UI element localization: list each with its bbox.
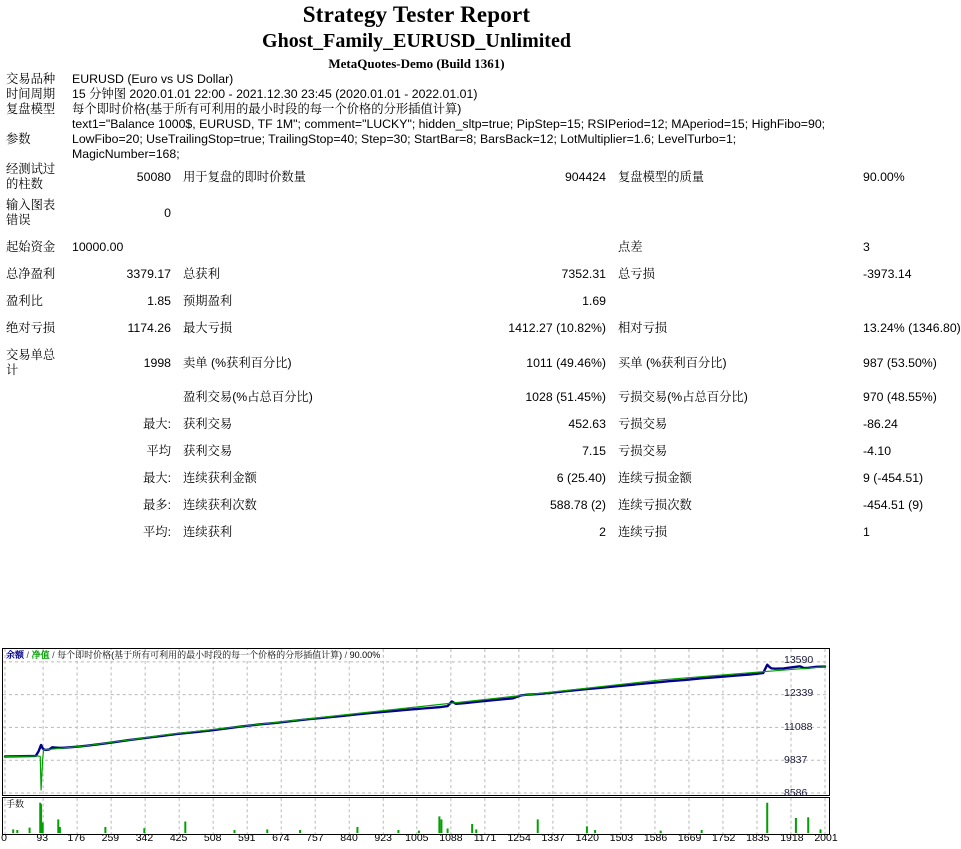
- row-max-consecutive: 最大: 连续获利金额 6 (25.40) 连续亏损金额 9 (-454.51): [0, 465, 863, 492]
- period-label: 时间周期: [6, 87, 56, 101]
- expected-payoff-value: 1.69: [582, 294, 606, 308]
- avg-cons-losses-label: 连续亏损: [618, 525, 668, 539]
- maximal-cons-loss-label: 连续亏损次数: [618, 498, 692, 512]
- lots-svg: [3, 798, 829, 834]
- x-axis-tick: 1586: [643, 832, 668, 844]
- symbol-value: EURUSD (Euro vs US Dollar): [72, 72, 234, 86]
- maximal-cons-profit-value: 588.78 (2): [549, 498, 606, 512]
- x-axis-tick: 342: [135, 832, 154, 844]
- legend-quality: 90.00%: [349, 650, 381, 660]
- y-axis-tick: 8586: [784, 787, 808, 799]
- x-axis-tick: 259: [101, 832, 120, 844]
- average-profit-value: 7.15: [582, 444, 606, 458]
- ticks-label: 用于复盘的即时价数量: [183, 169, 306, 184]
- x-axis-tick: 840: [340, 832, 358, 844]
- chart-y-axis: [784, 648, 833, 798]
- y-axis-tick: 12339: [784, 687, 814, 700]
- gross-loss-label: 总亏损: [618, 267, 655, 281]
- symbol-label: 交易品种: [6, 72, 56, 86]
- lots-panel: [2, 797, 830, 835]
- expected-payoff-label: 预期盈利: [183, 294, 233, 308]
- absolute-dd-value: 1174.26: [127, 321, 171, 335]
- maximal-prefix: 最多:: [142, 498, 171, 512]
- x-axis-tick: 1337: [541, 832, 565, 844]
- y-axis-tick: 13590: [784, 654, 814, 666]
- parameters-label: 参数: [6, 132, 31, 146]
- avg-prefix: 平均:: [142, 525, 171, 539]
- x-axis-tick: 674: [272, 832, 290, 844]
- model-value: 每个即时价格(基于所有可利用的最小时段的每一个价格的分形插值计算): [72, 102, 462, 116]
- x-axis-tick: 176: [67, 832, 86, 844]
- row-initial-deposit: 起始资金 10000.00 点差 3: [0, 234, 863, 261]
- x-axis-tick: 1752: [712, 832, 736, 844]
- errors-label: 输入图表错误: [6, 198, 56, 227]
- row-errors: [0, 192, 863, 234]
- broker-build: MetaQuotes-Demo (Build 1361): [328, 56, 505, 71]
- chart-svg: [3, 649, 829, 795]
- x-axis-tick: 508: [203, 832, 222, 844]
- row-average: 平均 获利交易 7.15 亏损交易 -4.10: [0, 438, 863, 465]
- x-axis-tick: 1171: [473, 832, 497, 844]
- legend-sep-2: /: [52, 650, 55, 660]
- net-profit-value: 3379.17: [126, 267, 171, 281]
- row-model: [0, 102, 833, 117]
- x-axis-tick: 1254: [507, 832, 531, 844]
- bars-label: 经测试过的柱数: [6, 162, 56, 191]
- report-trades-table: [0, 342, 937, 546]
- total-trades-label: 交易单总计: [6, 348, 56, 377]
- short-trades-label: 卖单 (%获利百分比): [183, 355, 292, 370]
- x-axis-tick: 923: [374, 832, 392, 844]
- largest-loss-label: 亏损交易: [618, 417, 668, 431]
- period-value: 15 分钟图 2020.01.01 22:00 - 2021.12.30 23:45 (2020.01.01 - 2022.01.01): [72, 87, 478, 101]
- maximum-prefix: 最大:: [142, 471, 171, 485]
- x-axis-tick: 1669: [677, 832, 702, 844]
- x-axis-tick: 1918: [780, 832, 804, 844]
- errors-value: 0: [164, 205, 171, 220]
- lots-label: 手数: [6, 799, 25, 809]
- absolute-dd-label: 绝对亏损: [6, 321, 56, 335]
- maximal-cons-profit-label: 连续获利次数: [183, 498, 257, 512]
- largest-profit-value: 452.63: [568, 417, 606, 431]
- initial-deposit-value: 10000.00: [72, 240, 124, 254]
- chart-plot-area: [2, 648, 830, 796]
- average-loss-label: 亏损交易: [618, 444, 668, 458]
- profit-factor-value: 1.85: [147, 294, 171, 308]
- profit-trades-value: 1028 (51.45%): [525, 390, 606, 404]
- report-header: [0, 0, 833, 72]
- profit-trades-label: 盈利交易(%占总百分比): [183, 390, 313, 404]
- row-profit-loss-trades: 盈利交易(%占总百分比) 1028 (51.45%) 亏损交易(%占总百分比) 970 (48.55%): [0, 384, 863, 411]
- chart-legend: [6, 650, 382, 661]
- x-axis-tick: 1005: [405, 832, 429, 844]
- x-axis-tick: 1420: [575, 832, 600, 844]
- net-profit-label: 总净盈利: [6, 267, 56, 281]
- expert-name: Ghost_Family_EURUSD_Unlimited: [262, 30, 571, 52]
- row-symbol: [0, 72, 833, 87]
- relative-dd-label: 相对亏损: [618, 321, 668, 335]
- average-profit-label: 获利交易: [183, 444, 233, 458]
- report-info-table: [0, 72, 833, 162]
- short-trades-value: 1011 (49.46%): [526, 355, 606, 370]
- legend-balance: 余额: [6, 650, 25, 660]
- max-dd-value: 1412.27 (10.82%): [508, 321, 606, 335]
- initial-deposit-label: 起始资金: [6, 240, 56, 254]
- gross-profit-label: 总获利: [183, 267, 220, 281]
- row-period: [0, 87, 833, 102]
- row-parameters: [0, 117, 833, 162]
- avg-cons-wins-label: 连续获利: [183, 525, 233, 539]
- legend-sep-3: /: [344, 650, 348, 660]
- loss-trades-label: 亏损交易(%占总百分比): [618, 390, 748, 404]
- bars-value: 50080: [136, 169, 171, 184]
- x-axis-tick: 425: [169, 832, 188, 844]
- x-axis-tick: 1835: [746, 832, 770, 844]
- row-profit-factor: [0, 288, 863, 315]
- profit-factor-label: 盈利比: [6, 294, 43, 308]
- row-total-trades: 交易单总计 1998 卖单 (%获利百分比) 1011 (49.46%) 买单 (%获利百分比) 987 (53.50%): [0, 342, 863, 384]
- y-axis-tick: 11088: [784, 720, 813, 733]
- gross-profit-value: 7352.31: [561, 267, 606, 281]
- legend-equity: 净值: [31, 650, 50, 660]
- max-cons-wins-label: 连续获利金额: [183, 471, 257, 485]
- largest-prefix: 最大:: [142, 417, 171, 431]
- balance-equity-chart: [2, 648, 830, 847]
- quality-label: 复盘模型的质量: [618, 169, 705, 184]
- average-prefix: 平均: [146, 444, 171, 458]
- row-largest: 最大: 获利交易 452.63 亏损交易 -86.24: [0, 411, 863, 438]
- long-trades-label: 买单 (%获利百分比): [618, 355, 727, 370]
- max-dd-label: 最大亏损: [183, 321, 233, 335]
- chart-x-axis: [0, 832, 838, 848]
- row-bars: 经测试过的柱数 50080 用于复盘的即时价数量 904424 复盘模型的质量 90.00%: [0, 162, 863, 192]
- row-maximal-consecutive: 最多: 连续获利次数 588.78 (2) 连续亏损次数 -454.51 (9): [0, 492, 863, 519]
- x-axis-tick: 2001: [814, 832, 838, 844]
- x-axis-tick: 1088: [439, 832, 463, 844]
- spread-label: 点差: [618, 240, 643, 254]
- y-axis-tick: 9837: [784, 753, 808, 766]
- row-drawdown: 绝对亏损 1174.26 最大亏损 1412.27 (10.82%) 相对亏损 13.24% (1346.80): [0, 315, 863, 342]
- ticks-value: 904424: [564, 169, 606, 184]
- report-stats-table: [0, 162, 961, 342]
- x-axis-tick: 93: [36, 832, 49, 844]
- avg-cons-wins-value: 2: [599, 525, 606, 539]
- x-axis-tick: 591: [238, 832, 256, 844]
- model-label: 复盘模型: [6, 102, 56, 116]
- legend-sep-1: /: [26, 650, 30, 660]
- max-cons-wins-value: 6 (25.40): [556, 471, 606, 485]
- x-axis-tick: 1503: [609, 832, 634, 844]
- x-axis-tick: 757: [306, 832, 324, 844]
- row-net-profit: 总净盈利 3379.17 总获利 7352.31 总亏损 -3973.14: [0, 261, 863, 288]
- legend-model: 每个即时价格(基于所有可利用的最小时段的每一个价格的分形插值计算): [57, 650, 343, 660]
- parameters-value: text1="Balance 1000$, EURUSD, TF 1M"; comment="LUCKY"; hidden_sltp=true; PipStep=15; RSIPeriod=12; MAperiod=15; HighFibo=90; LowFibo=20; UseTrailingStop=true; TrailingStop=40; Step=30; StartBar=8; BarsBack=12; LotMultiplier=1.6; LevelTurbo=1; MagicNumber=168;: [72, 117, 826, 161]
- page-title: Strategy Tester Report: [302, 2, 531, 27]
- max-cons-losses-label: 连续亏损金额: [618, 471, 692, 485]
- row-avg-consecutive: 平均: 连续获利 2 连续亏损 1: [0, 519, 863, 546]
- largest-profit-label: 获利交易: [183, 417, 233, 431]
- x-axis-tick: 0: [1, 832, 7, 844]
- total-trades-value: 1998: [143, 355, 171, 370]
